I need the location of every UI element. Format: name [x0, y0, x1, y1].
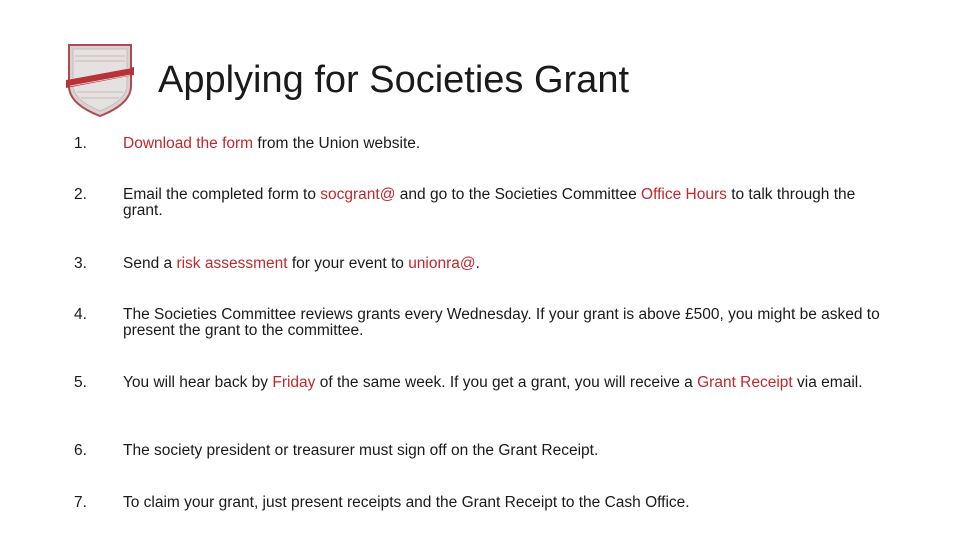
step-text: [123, 256, 893, 272]
step-number: 2.: [74, 186, 87, 203]
step-number: 4.: [74, 306, 87, 323]
risk-assessment-link[interactable]: risk assessment: [176, 255, 288, 272]
step-text-part: .: [475, 255, 480, 272]
unionra-email-link[interactable]: unionra@: [408, 255, 476, 272]
step-text-part: to talk through the grant.: [123, 186, 856, 219]
step-text-part: You will hear back by: [123, 374, 273, 391]
step-number: 3.: [74, 255, 87, 272]
step-number: 5.: [74, 374, 87, 391]
step-text-part: Send a: [123, 255, 177, 272]
step-text: [123, 187, 893, 219]
step-text-part: from the Union website.: [253, 135, 421, 152]
step-text: [123, 307, 893, 339]
step-text-part: Email the completed form to: [123, 186, 321, 203]
step-number: 7.: [74, 494, 87, 511]
step-text: [123, 495, 893, 511]
step-text-part: via email.: [792, 374, 863, 391]
grant-receipt-link[interactable]: Grant Receipt: [697, 374, 793, 391]
step-text-part: To claim your grant, just present receipts and the Grant Receipt to the Cash Office.: [123, 494, 690, 511]
step-text-part: of the same week. If you get a grant, you will receive a: [315, 374, 698, 391]
step-number: 1.: [74, 135, 87, 152]
step-number: 6.: [74, 442, 87, 459]
step-text-part: The Societies Committee reviews grants every Wednesday. If your grant is above £500, you might be asked to present the grant to the committee.: [123, 306, 880, 339]
office-hours-link[interactable]: Office Hours: [641, 186, 727, 203]
friday-highlight: Friday: [272, 374, 316, 391]
step-text-part: The society president or treasurer must sign off on the Grant Receipt.: [123, 442, 599, 459]
slide-title: Applying for Societies Grant: [158, 59, 630, 101]
step-text: [123, 375, 893, 391]
step-text-part: and go to the Societies Committee: [395, 186, 642, 203]
socgrant-email-link[interactable]: socgrant@: [320, 186, 396, 203]
download-form-link[interactable]: Download the form: [123, 135, 254, 152]
step-text: [123, 443, 893, 459]
step-text-part: for your event to: [287, 255, 409, 272]
step-text: [123, 136, 893, 152]
